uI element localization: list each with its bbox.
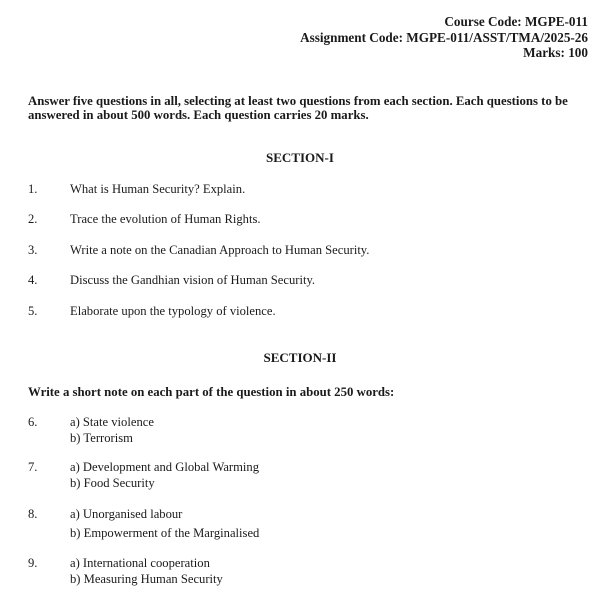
total-marks: Marks: 100	[523, 45, 588, 60]
question-number: 4.	[28, 273, 38, 287]
question-part-a: a) Unorganised labour	[70, 507, 183, 521]
document-header	[300, 14, 588, 61]
section-2-title: SECTION-II	[263, 350, 337, 365]
question-part-b: b) Empowerment of the Marginalised	[70, 525, 260, 540]
question-number: 7.	[28, 460, 38, 474]
section-2-instructions: Write a short note on each part of the question in about 250 words:	[28, 385, 395, 399]
question-text: What is Human Security? Explain.	[70, 182, 246, 196]
question-text: Write a note on the Canadian Approach to Human Security.	[70, 243, 370, 257]
question-number: 8.	[28, 507, 38, 521]
question-text: Elaborate upon the typology of violence.	[70, 304, 276, 318]
question-parts	[70, 556, 223, 587]
question-text: Discuss the Gandhian vision of Human Security.	[70, 273, 316, 287]
question-part-b: b) Terrorism	[70, 430, 133, 445]
question-part-b: b) Measuring Human Security	[70, 571, 223, 586]
question-number: 1.	[28, 182, 38, 196]
course-code: Course Code: MGPE-011	[444, 14, 588, 29]
question-number: 3.	[28, 243, 38, 257]
section-1-title: SECTION-I	[266, 150, 334, 165]
question-part-a: a) Development and Global Warming	[70, 460, 260, 474]
question-part-b: b) Food Security	[70, 475, 155, 490]
question-number: 9.	[28, 556, 38, 570]
question-parts	[70, 460, 259, 491]
question-parts	[70, 507, 259, 541]
question-number: 2.	[28, 212, 38, 226]
general-instructions: Answer five questions in all, selecting at least two questions from each section. Each questions to be answered in about 500 words. Each question carries 20 marks.	[28, 94, 568, 122]
question-number: 6.	[28, 415, 38, 429]
question-number: 5.	[28, 304, 38, 318]
question-part-a: a) State violence	[70, 415, 154, 429]
question-text: Trace the evolution of Human Rights.	[70, 212, 261, 226]
assignment-code: Assignment Code: MGPE-011/ASST/TMA/2025-26	[300, 29, 588, 45]
question-parts	[70, 415, 154, 446]
question-part-a: a) International cooperation	[70, 556, 210, 570]
